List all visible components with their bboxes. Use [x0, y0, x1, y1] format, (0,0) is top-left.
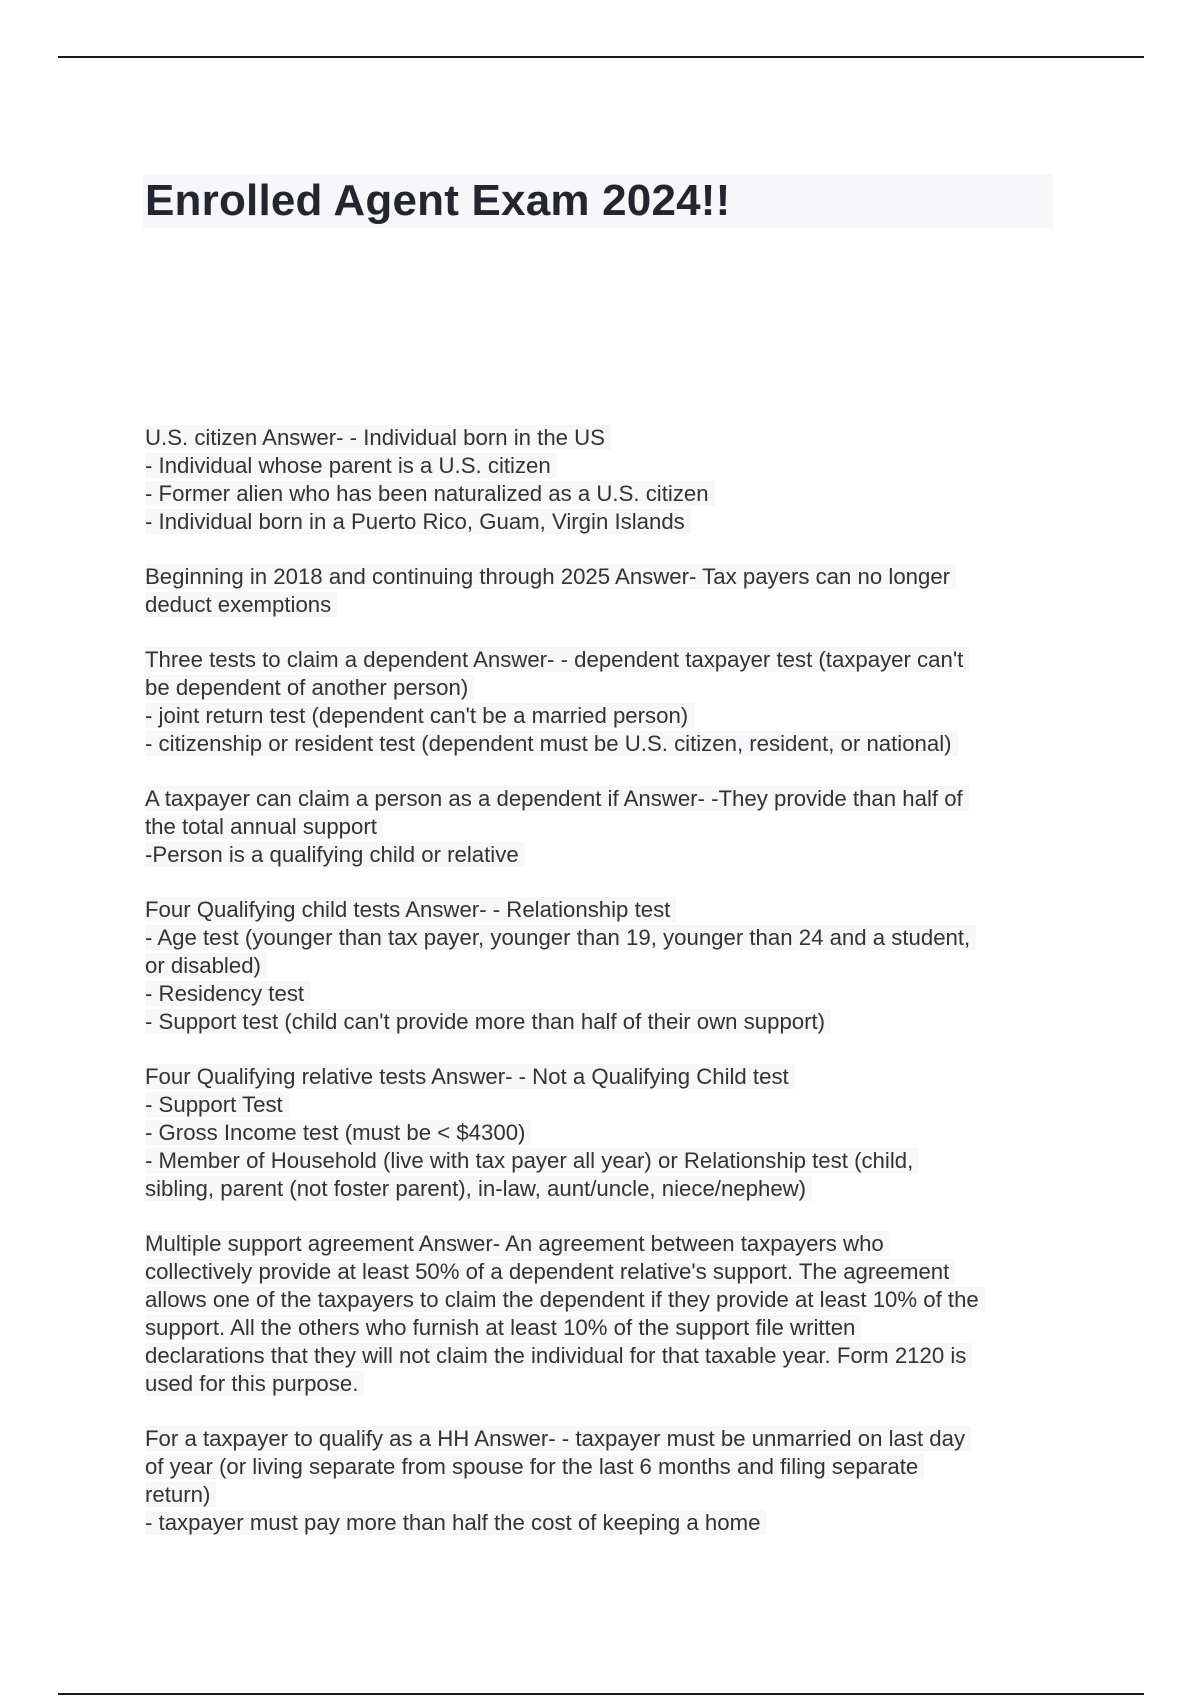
qa-line-text: - citizenship or resident test (dependent must be U.S. citizen, resident, or national) [145, 731, 958, 756]
qa-question-line [145, 785, 1065, 813]
qa-line-text: or disabled) [145, 953, 267, 978]
qa-answer-line [145, 702, 1065, 730]
qa-line-text: the total annual support [145, 814, 383, 839]
qa-question-line [145, 563, 1065, 591]
qa-answer-line [145, 1342, 1065, 1370]
qa-line-text: - Former alien who has been naturalized as a U.S. citizen [145, 481, 715, 506]
qa-entry [145, 785, 1065, 869]
qa-question-line [145, 896, 1065, 924]
qa-line-text: used for this purpose. [145, 1371, 364, 1396]
qa-answer-line [145, 674, 1065, 702]
qa-answer-line [145, 980, 1065, 1008]
qa-answer-line [145, 1119, 1065, 1147]
qa-line-text: - Residency test [145, 981, 310, 1006]
qa-line-text: For a taxpayer to qualify as a HH Answer- - taxpayer must be unmarried on last day [145, 1426, 971, 1451]
title-block [143, 174, 1053, 228]
qa-line-text: Four Qualifying child tests Answer- - Relationship test [145, 897, 676, 922]
qa-line-text: - Gross Income test (must be < $4300) [145, 1120, 531, 1145]
qa-entry [145, 1230, 1065, 1398]
qa-line-text: Multiple support agreement Answer- An agreement between taxpayers who [145, 1231, 890, 1256]
bottom-rule [58, 1693, 1144, 1695]
qa-line-text: collectively provide at least 50% of a dependent relative's support. The agreement [145, 1259, 955, 1284]
qa-line-text: Four Qualifying relative tests Answer- - Not a Qualifying Child test [145, 1064, 795, 1089]
qa-answer-line [145, 1286, 1065, 1314]
qa-question-line [145, 1063, 1065, 1091]
qa-answer-line [145, 1147, 1065, 1175]
page-title: Enrolled Agent Exam 2024!! [145, 176, 731, 225]
qa-line-text: of year (or living separate from spouse for the last 6 months and filing separate [145, 1454, 924, 1479]
qa-answer-line [145, 1258, 1065, 1286]
qa-answer-line [145, 508, 1065, 536]
qa-line-text: - Individual whose parent is a U.S. citizen [145, 453, 557, 478]
qa-line-text: -Person is a qualifying child or relative [145, 842, 525, 867]
qa-answer-line [145, 1175, 1065, 1203]
qa-line-text: - taxpayer must pay more than half the cost of keeping a home [145, 1510, 766, 1535]
qa-answer-line [145, 591, 1065, 619]
qa-entry [145, 424, 1065, 536]
qa-line-text: - Individual born in a Puerto Rico, Guam, Virgin Islands [145, 509, 691, 534]
qa-entry [145, 563, 1065, 619]
qa-line-text: - joint return test (dependent can't be a married person) [145, 703, 694, 728]
qa-answer-line [145, 813, 1065, 841]
qa-entry [145, 1063, 1065, 1203]
qa-answer-line [145, 924, 1065, 952]
qa-line-text: - Support Test [145, 1092, 289, 1117]
qa-line-text: U.S. citizen Answer- - Individual born in the US [145, 425, 611, 450]
qa-line-text: support. All the others who furnish at least 10% of the support file written [145, 1315, 861, 1340]
qa-line-text: declarations that they will not claim the individual for that taxable year. Form 2120 is [145, 1343, 972, 1368]
qa-answer-line [145, 841, 1065, 869]
qa-line-text: deduct exemptions [145, 592, 337, 617]
qa-question-line [145, 424, 1065, 452]
qa-line-text: allows one of the taxpayers to claim the dependent if they provide at least 10% of the [145, 1287, 985, 1312]
qa-line-text: Beginning in 2018 and continuing through 2025 Answer- Tax payers can no longer [145, 564, 956, 589]
qa-entry [145, 1425, 1065, 1537]
qa-line-text: Three tests to claim a dependent Answer- - dependent taxpayer test (taxpayer can't [145, 647, 969, 672]
qa-answer-line [145, 1481, 1065, 1509]
qa-question-line [145, 1425, 1065, 1453]
qa-answer-line [145, 952, 1065, 980]
qa-line-text: be dependent of another person) [145, 675, 474, 700]
qa-line-text: - Member of Household (live with tax payer all year) or Relationship test (child, [145, 1148, 919, 1173]
qa-question-line [145, 1230, 1065, 1258]
qa-answer-line [145, 1008, 1065, 1036]
qa-answer-line [145, 1091, 1065, 1119]
qa-entry [145, 646, 1065, 758]
qa-answer-line [145, 730, 1065, 758]
qa-answer-line [145, 1370, 1065, 1398]
qa-line-text: A taxpayer can claim a person as a dependent if Answer- -They provide than half of [145, 786, 969, 811]
qa-line-text: - Age test (younger than tax payer, younger than 19, younger than 24 and a student, [145, 925, 976, 950]
qa-answer-line [145, 1453, 1065, 1481]
qa-line-text: return) [145, 1482, 216, 1507]
qa-line-text: - Support test (child can't provide more than half of their own support) [145, 1009, 831, 1034]
qa-answer-line [145, 1509, 1065, 1537]
top-rule [58, 56, 1144, 58]
qa-question-line [145, 646, 1065, 674]
qa-answer-line [145, 452, 1065, 480]
qa-answer-line [145, 480, 1065, 508]
qa-answer-line [145, 1314, 1065, 1342]
qa-list [145, 424, 1065, 1564]
qa-entry [145, 896, 1065, 1036]
qa-line-text: sibling, parent (not foster parent), in-law, aunt/uncle, niece/nephew) [145, 1176, 812, 1201]
